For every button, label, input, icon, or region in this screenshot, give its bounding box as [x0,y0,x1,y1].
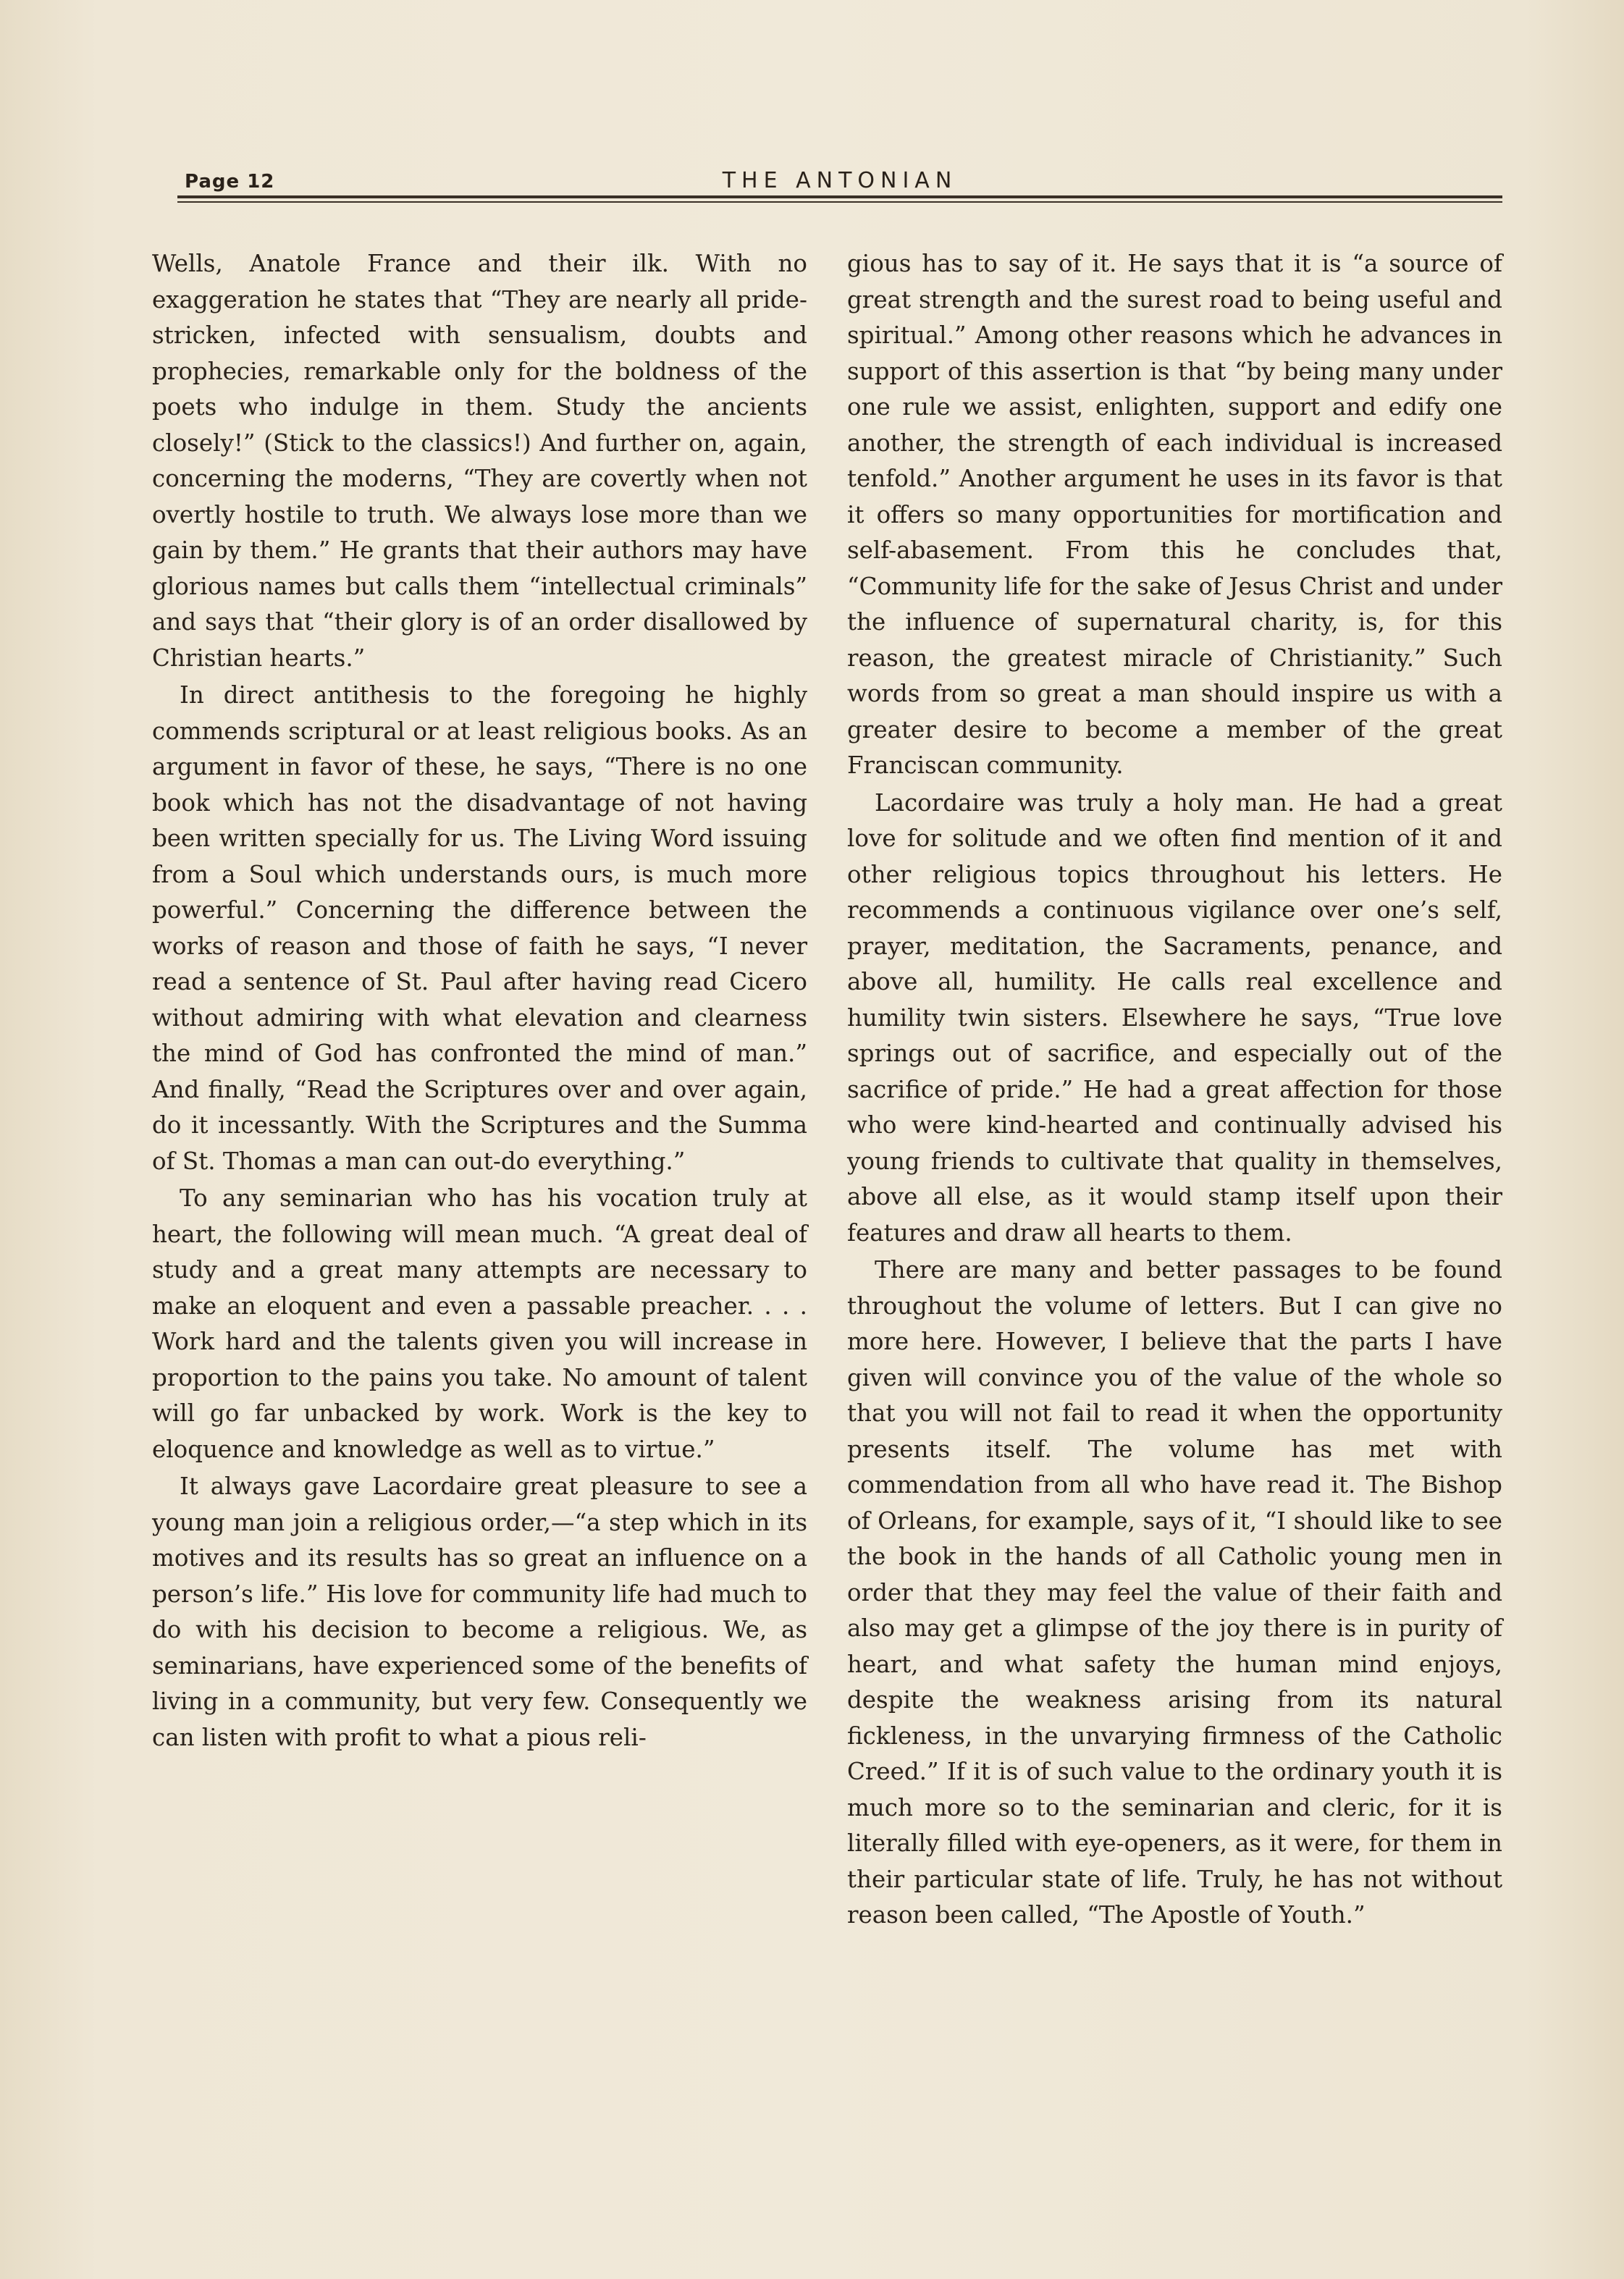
left-column [152,246,807,1756]
page-number: Page 12 [185,171,275,193]
paragraph: Wells, Anatole France and their ilk. With no exaggeration he states that “They are nearly all pride-stricken, infected with sensualism, doubts and prophecies, remarkable only for the boldness of the poets who indulge in them. Study the ancients closely!” (Stick to the classics!) And further on, again, concerning the moderns, “They are covertly when not overtly hostile to truth. We always lose more than we gain by them.” He grants that their authors may have glorious names but calls them “intellectual criminals” and says that “their glory is of an order disallowed by Christian hearts.” [152,250,807,672]
paragraph: Lacordaire was truly a holy man. He had a great love for solitude and we often find mention of it and other religious topics throughout his letters. He recommends a continuous vigilance over one’s self, prayer, meditation, the Sacraments, penance, and above all, humility. He calls real excellence and humility twin sisters. Elsewhere he says, “True love springs out of sacrifice, and especially out of the sacrifice of pride.” He had a great affection for those who were kind-hearted and continually advised his young friends to cultivate that quality in themselves, above all else, as it would stamp itself upon their features and draw all hearts to them. [847,788,1502,1247]
paragraph: There are many and better passages to be found throughout the volume of letters. But I can give no more here. However, I believe that the parts I have given will convince you of the value of the whole so that you will not fail to read it when the opportunity presents itself. The volume has met with commendation from all who have read it. The Bishop of Orleans, for example, says of it, “I should like to see the book in the hands of all Catholic young men in order that they may feel the value of their faith and also may get a glimpse of the joy there is in purity of heart, and what safety the human mind enjoys, despite the weakness arising from its natural fickleness, in the unvarying firmness of the Catholic Creed.” If it is of such value to the ordinary youth it is much more so to the seminarian and cleric, for it is literally filled with eye-openers, as it were, for them in their particular state of life. Truly, he has not without reason been called, “The Apostle of Youth.” [847,1256,1502,1929]
paragraph: gious has to say of it. He says that it is “a source of great strength and the surest road to being useful and spiritual.” Among other reasons which he advances in support of this assertion is that “by being many under one rule we assist, enlighten, support and edify one another, the strength of each individual is increased tenfold.” Another argument he uses in its favor is that it offers so many opportunities for mortification and self-abasement. From this he concludes that, “Community life for the sake of Jesus Christ and under the influence of supernatural charity, is, for this reason, the greatest miracle of Christianity.” Such words from so great a man should inspire us with a greater desire to become a member of the great Franciscan community. [847,250,1502,779]
paragraph: It always gave Lacordaire great pleasure to see a young man join a religious order,—“a step which in its motives and its results has so great an influence on a person’s life.” His love for community life had much to do with his decision to become a religious. We, as seminarians, have experienced some of the benefits of living in a community, but very few. Consequently we can listen with profit to what a pious reli- [152,1473,807,1751]
header-rule-thin [177,201,1502,203]
header-rule [177,195,1502,198]
paragraph: To any seminarian who has his vocation truly at heart, the following will mean much. “A great deal of study and a great many attempts are necessary to make an eloquent and even a passable preacher. . . . Work hard and the talents given you will increase in proportion to the pains you take. No amount of talent will go far unbacked by work. Work is the key to eloquence and knowledge as well as to virtue.” [152,1184,807,1463]
right-column [847,246,1502,1934]
publication-title: THE ANTONIAN [722,168,958,193]
paragraph: In direct antithesis to the foregoing he highly commends scriptural or at least religious books. As an argument in favor of these, he says, “There is no one book which has not the disadvantage of not having been written specially for us. The Living Word issuing from a Soul which understands ours, is much more powerful.” Concerning the difference between the works of reason and those of faith he says, “I never read a sentence of St. Paul after having read Cicero without admiring with what elevation and clearness the mind of God has confronted the mind of man.” And finally, “Read the Scriptures over and over again, do it incessantly. With the Scriptures and the Summa of St. Thomas a man can out-do everything.” [152,681,807,1175]
